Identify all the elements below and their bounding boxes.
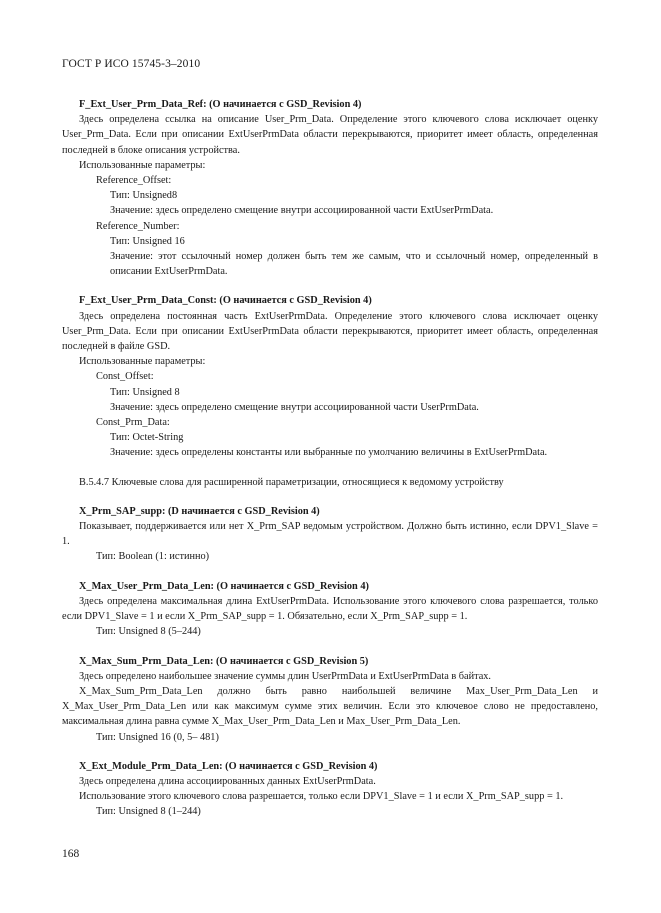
paragraph: Тип: Unsigned 8 <box>110 386 180 398</box>
keyword-heading: F_Ext_User_Prm_Data_Ref: (О начинается с GSD_Revision 4) <box>79 99 362 110</box>
keyword-heading: X_Max_Sum_Prm_Data_Len: (О начинается с GSD_Revision 5) <box>79 655 369 667</box>
paragraph: Тип: Unsigned 16 <box>110 235 185 247</box>
paragraph: Здесь определено наибольшее значение суммы длин UserPrmData и ExtUserPrmData в байтах. <box>79 670 492 682</box>
document-body <box>62 97 598 820</box>
paragraph: Const_Offset: <box>96 371 154 383</box>
keyword-heading: X_Ext_Module_Prm_Data_Len: (О начинается с GSD_Revision 4) <box>79 760 378 772</box>
paragraph: Показывает, поддерживается или нет X_Prm_SAP ведомым устройством. Должно быть истинно, если DPV1_Slave = 1. <box>62 521 598 548</box>
paragraph: Тип: Boolean (1: истинно) <box>96 551 210 563</box>
paragraph: Здесь определена длина ассоциированных данных ExtUserPrmData. <box>79 775 376 787</box>
paragraph: Значение: этот ссылочный номер должен быть тем же самым, что и ссылочный номер, определенный в описании ExtUserPrmData. <box>110 251 598 278</box>
paragraph: Const_Prm_Data: <box>96 417 170 429</box>
spacer <box>62 279 598 293</box>
paragraph: Тип: Unsigned 8 (1–244) <box>96 806 201 818</box>
keyword-heading: F_Ext_User_Prm_Data_Const: (О начинается с GSD_Revision 4) <box>79 295 372 307</box>
paragraph: Значение: здесь определено смещение внутри ассоциированной части ExtUserPrmData. <box>110 205 494 217</box>
paragraph: Здесь определена максимальная длина ExtUserPrmData. Использование этого ключевого слова разрешается, только если DPV1_Slave = 1 и если X_Prm_SAP_supp = 1. Обязательно, если X_Prm_SAP_supp = 1. <box>62 595 598 623</box>
paragraph: В.5.4.7 Ключевые слова для расширенной параметризации, относящиеся к ведомому устройству <box>79 476 504 488</box>
paragraph: X_Max_Sum_Prm_Data_Len должно быть равно наибольшей величине Max_User_Prm_Data_Len и X_Max_User_Prm_Data_Len или как максимум сумме этих величин. Если это ключевое слово не предоставлено, максимальная длина равна сумме X_Max_User_Prm_Data_Len и Max_User_Prm_Data_Len. <box>62 685 598 728</box>
keyword-heading: X_Max_User_Prm_Data_Len: (О начинается с GSD_Revision 4) <box>79 580 369 592</box>
paragraph: Использование этого ключевого слова разрешается, только если DPV1_Slave = 1 и если X_Prm_SAP_supp = 1. <box>79 791 564 803</box>
spacer <box>62 461 598 475</box>
paragraph: Reference_Offset: <box>96 175 172 187</box>
page-number: 168 <box>62 848 80 860</box>
paragraph: Значение: здесь определены константы или выбранные по умолчанию величины в ExtUserPrmData. <box>110 447 548 459</box>
paragraph: Использованные параметры: <box>79 159 206 171</box>
paragraph: Тип: Octet-String <box>110 432 184 444</box>
paragraph: Тип: Unsigned8 <box>110 190 178 202</box>
spacer <box>62 745 598 759</box>
spacer <box>62 640 598 654</box>
paragraph: Здесь определена постоянная часть ExtUserPrmData. Определение этого ключевого слова исключает оценку User_Prm_Data. Если при описании ExtUserPrmData области перекрываются, приоритет имеет область, определенная последней в файле GSD. <box>62 310 598 353</box>
spacer <box>62 565 598 579</box>
spacer <box>62 490 598 504</box>
paragraph: Использованные параметры: <box>79 356 206 368</box>
keyword-heading: X_Prm_SAP_supp: (D начинается с GSD_Revision 4) <box>79 505 320 517</box>
paragraph: Значение: здесь определено смещение внутри ассоциированной части UserPrmData. <box>110 401 479 413</box>
paragraph: Reference_Number: <box>96 220 180 232</box>
paragraph: Тип: Unsigned 8 (5–244) <box>96 626 201 638</box>
paragraph: Тип: Unsigned 16 (0, 5– 481) <box>96 731 219 743</box>
paragraph: Здесь определена ссылка на описание User_Prm_Data. Определение этого ключевого слова исключает оценку User_Prm_Data. Если при описании ExtUserPrmData области перекрываются, приоритет имеет область, определенная последней в блоке описания устройства. <box>62 114 598 156</box>
document-header: ГОСТ Р ИСО 15745-3–2010 <box>62 58 201 70</box>
